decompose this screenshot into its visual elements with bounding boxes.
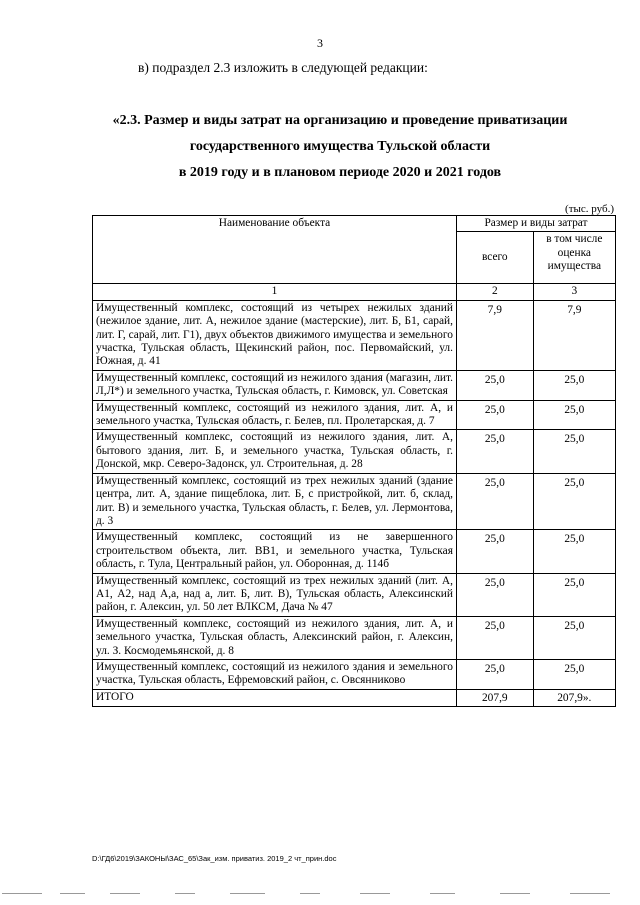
evaluation-value: 25,0 <box>533 473 615 530</box>
table-row <box>93 300 616 370</box>
total-value: 25,0 <box>456 400 533 430</box>
header-total: всего <box>456 232 533 284</box>
table-row <box>93 370 616 400</box>
column-number: 1 <box>93 284 457 300</box>
table-row <box>93 473 616 530</box>
object-name: Имущественный комплекс, состоящий из нежилого здания, лит. А, и земельного участка, Тульская область, Алексинский район, г. Алексин, ул. З. Космодемьянской, д. 8 <box>93 616 457 659</box>
heading-line-1: «2.3. Размер и виды затрат на организацию и проведение приватизации <box>112 113 568 128</box>
costs-table <box>92 215 616 707</box>
column-number: 2 <box>456 284 533 300</box>
grand-total-value: 207,9 <box>456 689 533 706</box>
grand-evaluation-value: 207,9». <box>533 689 615 706</box>
object-name: Имущественный комплекс, состоящий из нежилого здания и земельного участка, Тульская область, Ефремовский район, с. Овсянниково <box>93 659 457 689</box>
column-number: 3 <box>533 284 615 300</box>
table-row <box>93 400 616 430</box>
table-row <box>93 573 616 616</box>
section-heading <box>60 108 620 186</box>
object-name: Имущественный комплекс, состоящий из трех нежилых зданий (лит. А, А1, А2, над А,а, над а, лит. Б, лит. В), Тульская область, Алексинский район, г. Алексин, ул. 50 лет ВЛКСМ, Дача № 47 <box>93 573 457 616</box>
object-name: Имущественный комплекс, состоящий из нежилого здания, лит. А, и земельного участка, Тульская область, г. Белев, пл. Пролетарская, д. 7 <box>93 400 457 430</box>
total-value: 25,0 <box>456 616 533 659</box>
table-row <box>93 616 616 659</box>
total-value: 25,0 <box>456 573 533 616</box>
evaluation-value: 25,0 <box>533 430 615 473</box>
evaluation-value: 25,0 <box>533 659 615 689</box>
total-label: ИТОГО <box>93 689 457 706</box>
unit-note: (тыс. руб.) <box>565 203 614 215</box>
table-row <box>93 430 616 473</box>
scan-artifact-line <box>0 893 640 897</box>
total-value: 25,0 <box>456 430 533 473</box>
heading-line-2: государственного имущества Тульской области <box>189 139 491 154</box>
total-value: 25,0 <box>456 473 533 530</box>
file-path-footer: D:\ГД6\2019\ЗАКОНЫ\ЗАС_65\Зак_изм. приватиз. 2019_2 чт_прин.doc <box>92 854 337 863</box>
total-value: 25,0 <box>456 659 533 689</box>
column-numbers-row <box>93 284 616 300</box>
table-row <box>93 659 616 689</box>
intro-text: в) подраздел 2.3 изложить в следующей редакции: <box>138 60 428 75</box>
evaluation-value: 25,0 <box>533 616 615 659</box>
header-costs: Размер и виды затрат <box>456 216 615 232</box>
heading-line-3: в 2019 году и в плановом периоде 2020 и 2021 годов <box>178 165 502 180</box>
table-row <box>93 530 616 573</box>
total-row <box>93 689 616 706</box>
total-value: 25,0 <box>456 370 533 400</box>
header-evaluation: в том числе оценка имущества <box>533 232 615 284</box>
table-header-row <box>93 216 616 232</box>
evaluation-value: 25,0 <box>533 530 615 573</box>
evaluation-value: 7,9 <box>533 300 615 370</box>
header-name: Наименование объекта <box>93 216 457 284</box>
object-name: Имущественный комплекс, состоящий из четырех нежилых зданий (нежилое здание, лит. А, нежилое здание (мастерские), лит. Б, Б1, сарай, лит. Г, сарай, лит. Г1), двух объектов движимого имущества и земельного участка, Тульская область, Щекинский район, пос. Первомайский, ул. Южная, д. 41 <box>93 300 457 370</box>
object-name: Имущественный комплекс, состоящий из трех нежилых зданий (здание центра, лит. А, здание пищеблока, лит. Б, с пристройкой, лит. б, склад, лит. В) и земельного участка, Тульская область, г. Белев, ул. Лермонтова, д. 3 <box>93 473 457 530</box>
total-value: 25,0 <box>456 530 533 573</box>
evaluation-value: 25,0 <box>533 370 615 400</box>
object-name: Имущественный комплекс, состоящий из нежилого здания, лит. А, бытового здания, лит. Б, и земельного участка, Тульская область, г. Донской, мкр. Северо-Задонск, ул. Строительная, д. 28 <box>93 430 457 473</box>
object-name: Имущественный комплекс, состоящий из не завершенного строительством объекта, лит. ВВ1, и земельного участка, Тульская область, г. Тула, Центральный район, ул. Оборонная, д. 114б <box>93 530 457 573</box>
evaluation-value: 25,0 <box>533 573 615 616</box>
object-name: Имущественный комплекс, состоящий из нежилого здания (магазин, лит. Л,Л*) и земельного участка, Тульская область, г. Кимовск, ул. Советская <box>93 370 457 400</box>
page-number: 3 <box>317 36 323 50</box>
total-value: 7,9 <box>456 300 533 370</box>
evaluation-value: 25,0 <box>533 400 615 430</box>
